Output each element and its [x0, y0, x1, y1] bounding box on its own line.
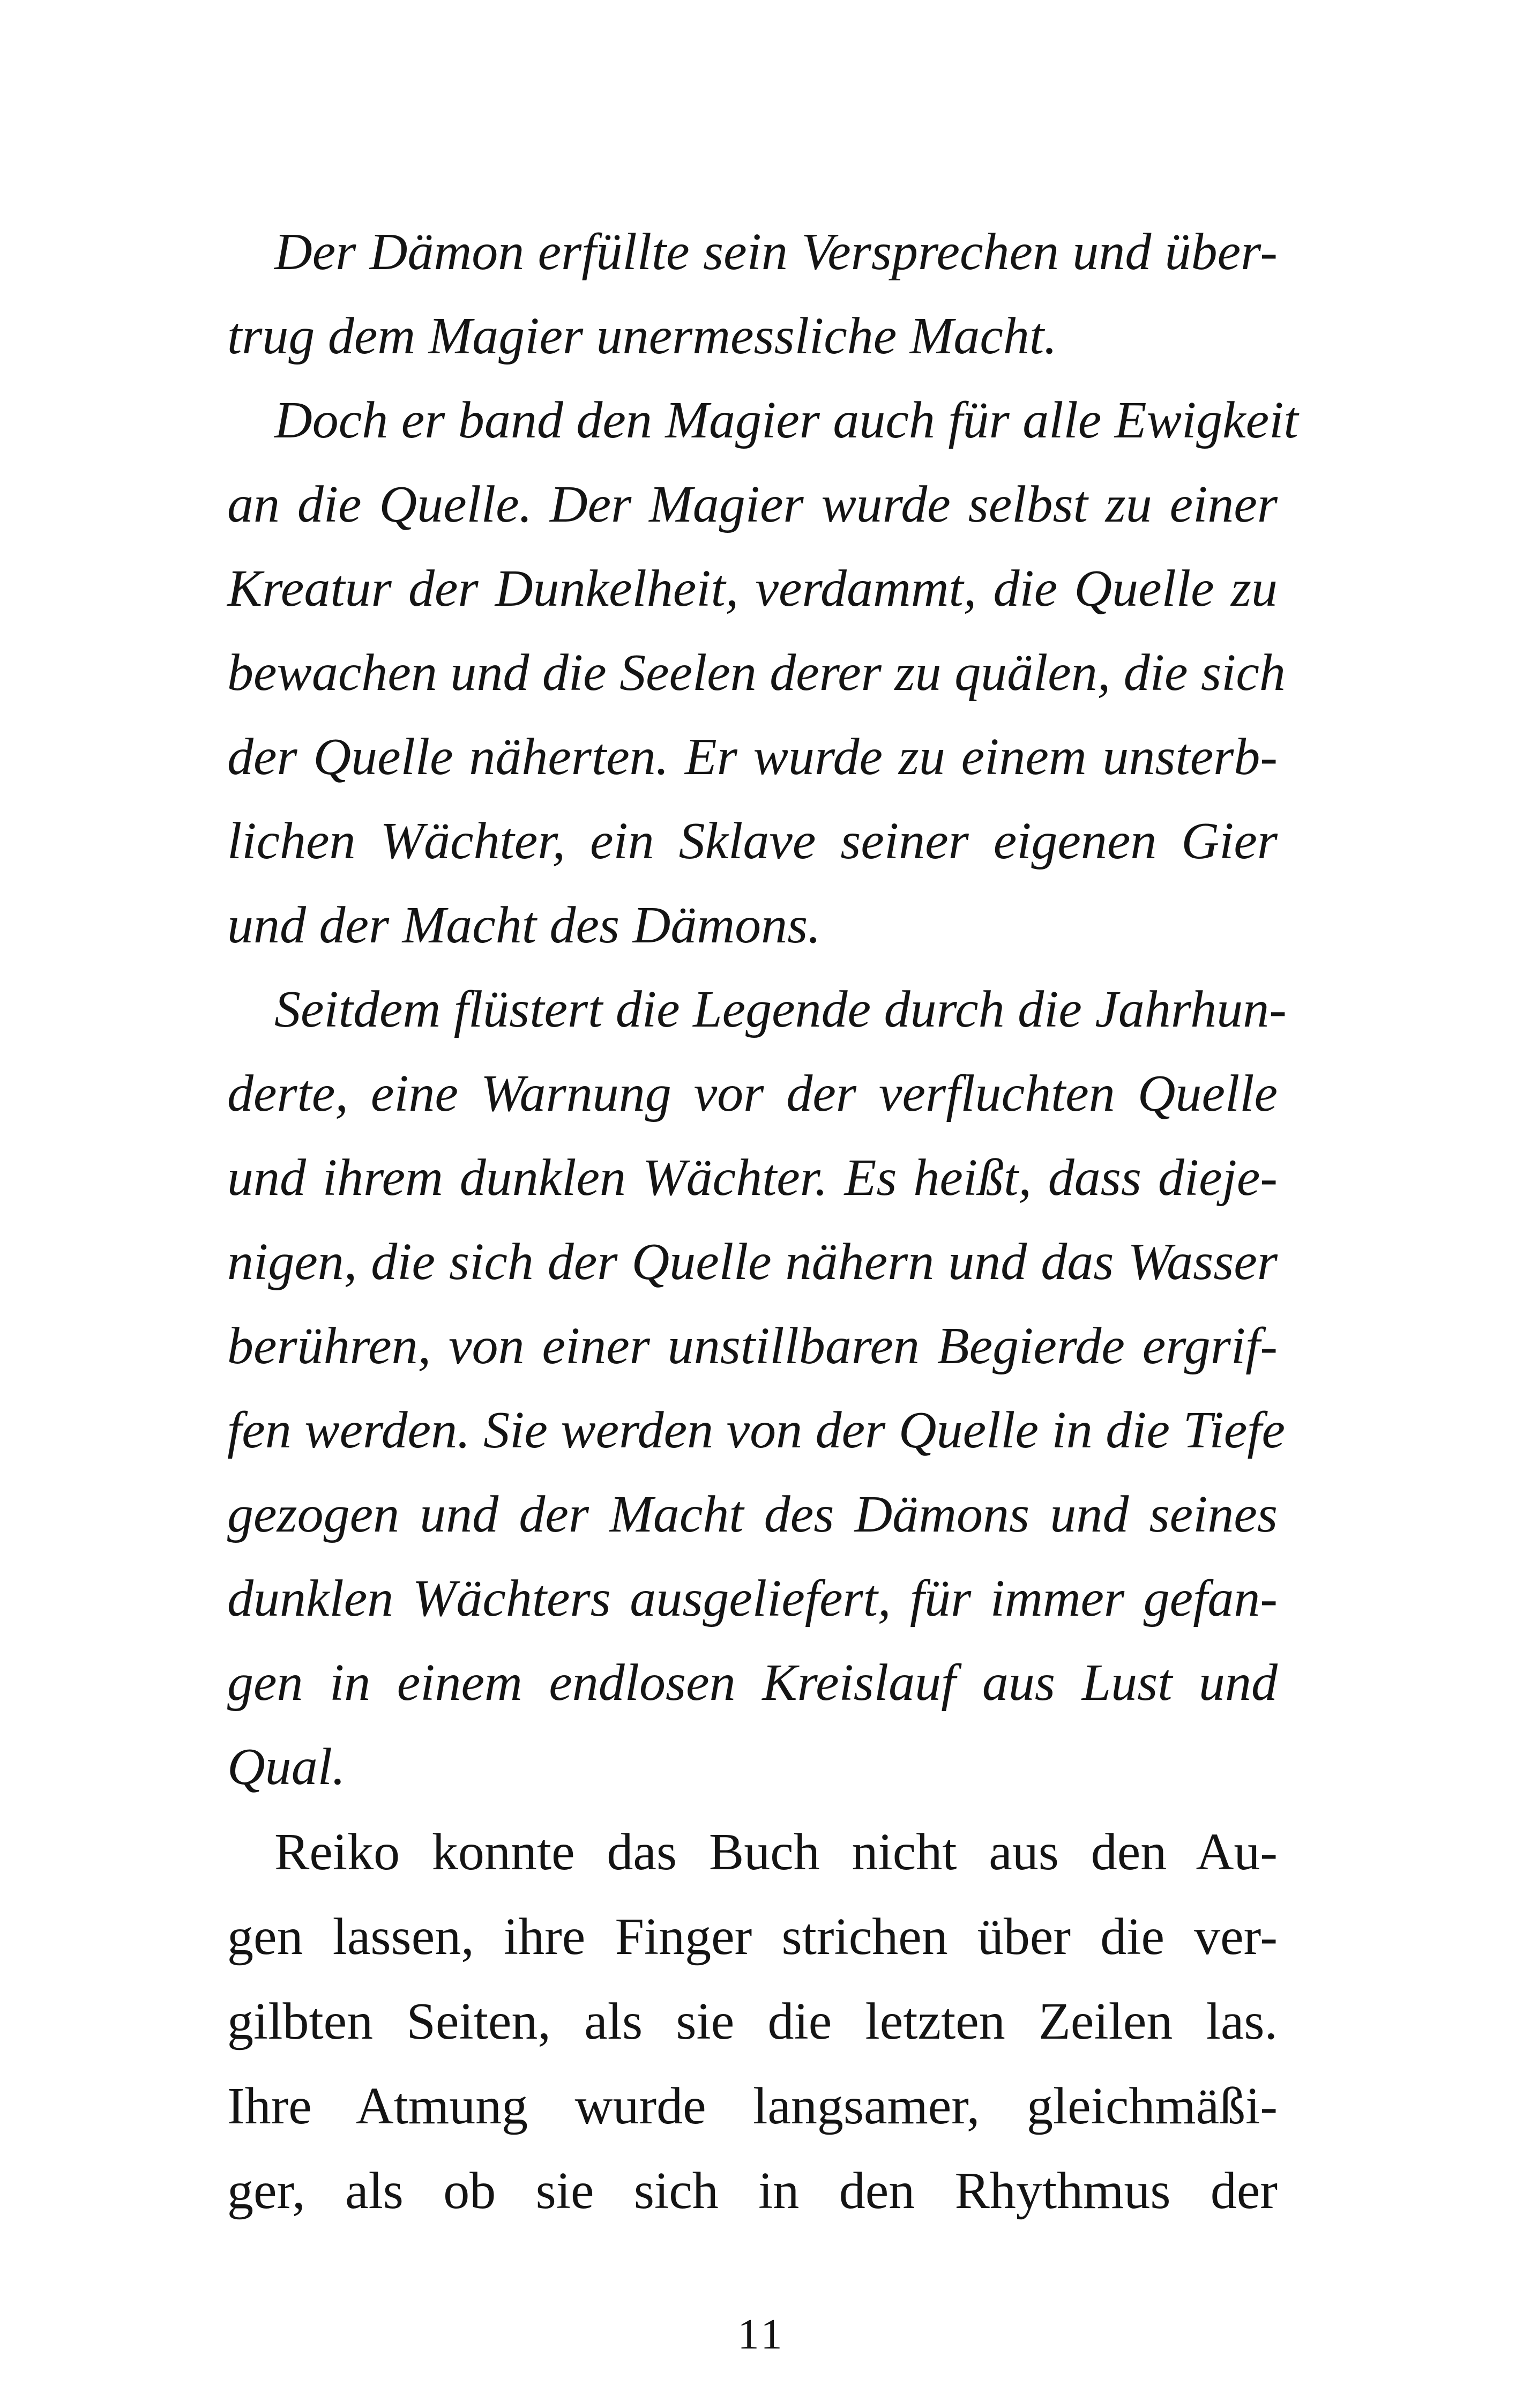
text-line: gilbten Seiten, als sie die letzten Zeilen las.: [227, 1993, 1278, 2050]
text-line: nigen, die sich der Quelle nähern und das Wasser: [227, 1233, 1278, 1291]
page-number: 11: [737, 2311, 786, 2358]
text-line: Doch er band den Magier auch für alle Ewigkeit: [274, 391, 1298, 449]
text-line: Qual.: [227, 1738, 346, 1796]
text-line: dunklen Wächters ausgeliefert, für immer gefan-: [227, 1570, 1278, 1627]
text-line: und der Macht des Dämons.: [227, 896, 821, 954]
text-line: Seitdem flüstert die Legende durch die Jahrhun-: [274, 980, 1287, 1038]
text-line: Kreatur der Dunkelheit, verdammt, die Quelle zu: [227, 560, 1278, 618]
text-line: trug dem Magier unermessliche Macht.: [227, 307, 1057, 365]
text-line: fen werden. Sie werden von der Quelle in die Tiefe: [227, 1401, 1286, 1459]
text-line: gezogen und der Macht des Dämons und seines: [227, 1485, 1278, 1543]
text-line: ger, als ob sie sich in den Rhythmus der: [227, 2162, 1278, 2220]
text-line: bewachen und die Seelen derer zu quälen, die sich: [227, 644, 1286, 702]
text-line: an die Quelle. Der Magier wurde selbst zu einer: [227, 475, 1278, 533]
text-line: und ihrem dunklen Wächter. Es heißt, dass dieje-: [227, 1149, 1278, 1207]
text-line: gen in einem endlosen Kreislauf aus Lust und: [227, 1654, 1278, 1712]
text-line: berühren, von einer unstillbaren Begierde ergrif-: [227, 1317, 1278, 1375]
text-line: der Quelle näherten. Er wurde zu einem unsterb-: [227, 728, 1278, 786]
text-line: derte, eine Warnung vor der verfluchten Quelle: [227, 1065, 1278, 1123]
text-line: Reiko konnte das Buch nicht aus den Au-: [274, 1823, 1278, 1881]
text-line: Der Dämon erfüllte sein Versprechen und über-: [274, 223, 1278, 281]
text-line: lichen Wächter, ein Sklave seiner eigenen Gier: [227, 812, 1278, 870]
text-line: Ihre Atmung wurde langsamer, gleichmäßi-: [227, 2077, 1278, 2135]
text-line: gen lassen, ihre Finger strichen über die ver-: [227, 1908, 1278, 1966]
